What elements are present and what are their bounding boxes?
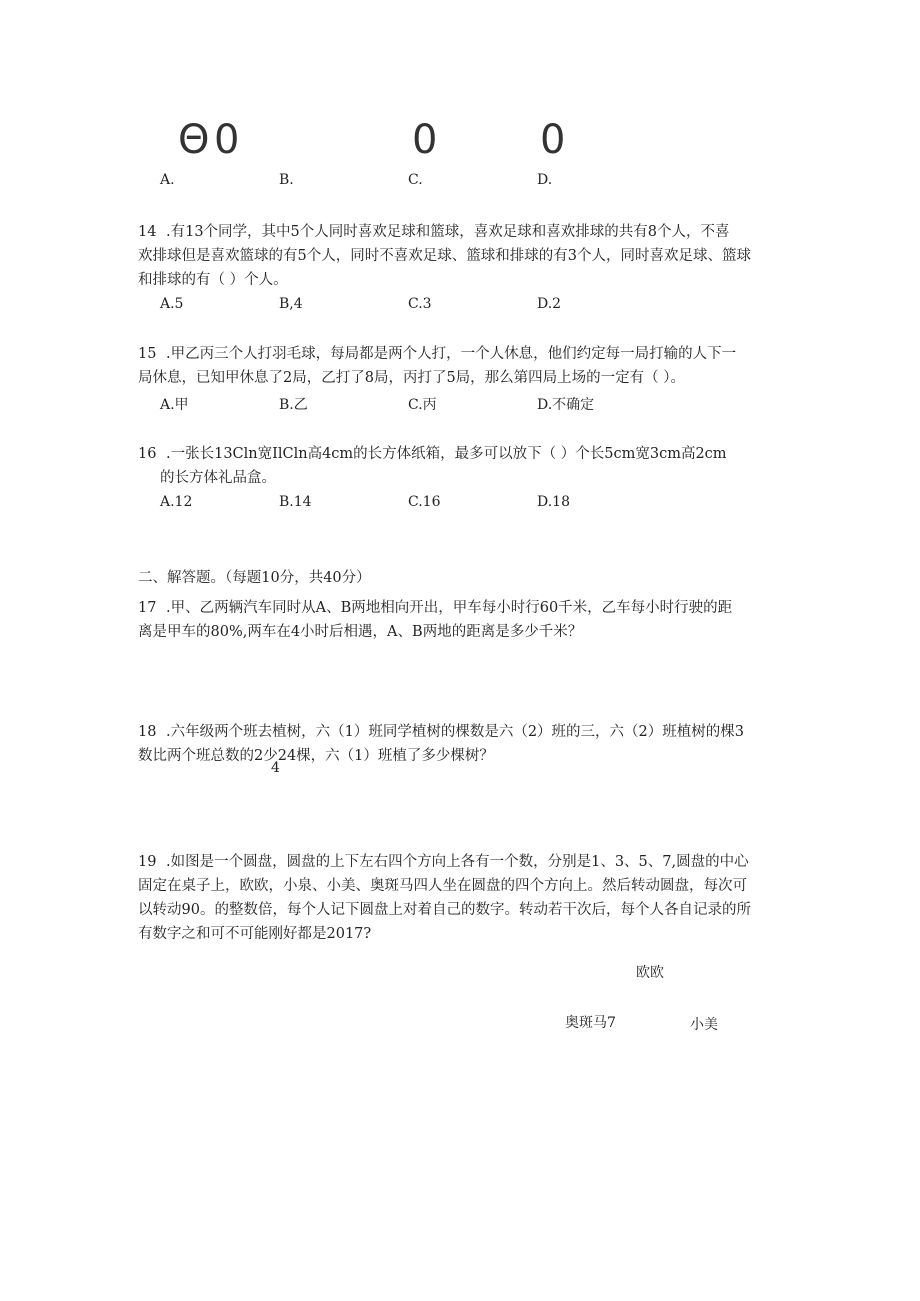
question-text-line: .如图是一个圆盘，圆盘的上下左右四个方向上各有一个数，分别是1、3、5、7,圆盘的中心 [166,854,749,870]
question-text-line: 和排球的有（ ）个人。 [138,272,288,288]
option-c: C.丙 [408,397,437,413]
question-text-line: .甲、乙两辆汽车同时从A、B两地相向开出，甲车每小时行60千米，乙车每小时行驶的距 [166,600,733,616]
option-b: B.乙 [279,397,308,413]
option-b: B.14 [279,494,312,510]
option-d: D.2 [537,296,562,312]
option-d: D.不确定 [537,397,595,413]
question-text-line: 以转动90。的整数倍，每个人记下圆盘上对着自己的数字。转动若干次后，每个人各自记录的所 [138,902,751,918]
question-number: 14 [138,224,157,240]
question-text-line: 局休息，已知甲休息了2局，乙打了8局，丙打了5局，那么第四局上场的一定有（ ）。 [138,370,686,386]
question-number: 18 [138,724,157,740]
question-number: 19 [138,854,157,870]
option-a: A.甲 [160,397,189,413]
question-number: 15 [138,346,157,362]
question-number: 16 [138,446,157,462]
option-a: A.12 [160,494,193,510]
option-c-figure: 0 [412,117,438,163]
option-label-a: A. [160,172,175,188]
question-text-line: 数比两个班总数的2少24棵，六（1）班植了多少棵树？ [138,748,494,764]
question-text-line: 离是甲车的80%,两车在4小时后相遇，A、B两地的距离是多少千米？ [138,624,583,640]
question-text-line: .六年级两个班去植树，六（1）班同学植树的棵数是六（2）班的三，六（2）班植树的棵3 [166,724,745,740]
fraction-denominator: 4 [271,760,280,776]
section-heading: 二、解答题。（每题10分，共40分） [138,570,371,586]
option-label-b: B. [279,172,294,188]
option-d: D.18 [537,494,570,510]
question-text-line: 欢排球但是喜欢篮球的有5个人，同时不喜欢足球、篮球和排球的有3个人，同时喜欢足球、篮球 [138,248,751,264]
option-c: C.3 [408,296,432,312]
question-text-line: 的长方体礼品盒。 [160,470,276,486]
option-label-d: D. [537,172,553,188]
question-text-line: 固定在桌子上，欧欧，小泉、小美、奥斑马四人坐在圆盘的四个方向上。然后转动圆盘，每次可 [138,878,747,894]
option-label-c: C. [408,172,423,188]
question-number: 17 [138,600,157,616]
option-b: B,4 [279,296,303,312]
option-a-figure-left: Θ [178,117,210,163]
question-text-line: .一张长13Cln宽IlCln高4cm的长方体纸箱，最多可以放下（ ）个长5cm宽3cm高2cm [166,446,727,462]
figure-label-left: 奥斑马7 [565,1015,616,1031]
option-c: C.16 [408,494,441,510]
figure-label-top: 欧欧 [636,965,664,981]
question-text-line: 有数字之和可不可能刚好都是2017? [138,926,372,942]
option-a: A.5 [160,296,184,312]
option-d-figure: 0 [540,117,566,163]
option-a-figure-right: 0 [214,117,240,163]
question-text-line: .有13个同学，其中5个人同时喜欢足球和篮球，喜欢足球和喜欢排球的共有8个人，不喜 [166,224,730,240]
question-text-line: .甲乙丙三个人打羽毛球，每局都是两个人打，一个人休息，他们约定每一局打输的人下一 [166,346,737,362]
figure-label-right: 小美 [690,1017,718,1033]
